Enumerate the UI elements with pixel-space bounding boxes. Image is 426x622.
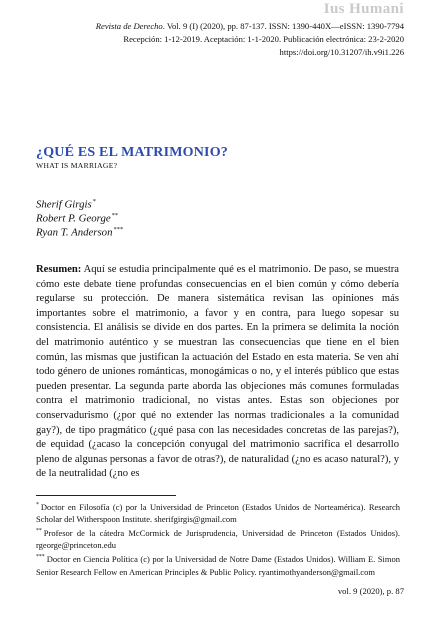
journal-name: Revista de Derecho: [95, 21, 163, 31]
article-subtitle: WHAT IS MARRIAGE?: [36, 161, 118, 170]
footnote-text: Profesor de la cátedra McCormick de Jurisprudencia, Universidad de Princeton (Estados Unidos). rgeorge@princeton.edu: [36, 528, 400, 551]
doi-link[interactable]: https://doi.org/10.31207/ih.v9i1.226: [279, 47, 404, 57]
author-name: Robert P. George: [36, 212, 111, 225]
author-footnote-mark: **: [111, 212, 119, 219]
journal-logo: Ius Humani: [323, 1, 404, 17]
footnote-text: Doctor en Ciencia Política (c) por la Universidad de Notre Dame (Estados Unidos). William E. Simon Senior Research Fellow en American Principles & Public Policy. ryantimothyanderson@gmail.com: [36, 554, 400, 577]
author-name: Ryan T. Anderson: [36, 226, 113, 239]
footnote-text: Doctor en Filosofía (c) por la Universidad de Princeton (Estados Unidos de Norteamérica). Research Scholar del Witherspoon Institute. sherifgirgis@gmail.com: [36, 501, 400, 525]
page-footer: vol. 9 (2020), p. 87: [337, 586, 404, 596]
footnote-mark: *: [36, 502, 39, 508]
abstract-text: Aquí se estudia principalmente qué es el matrimonio. De paso, se muestra cómo este debate tiene profundas consecuencias en el bien común y cómo debería regularse su protección. De manera sistemática revisan las opiniones más importantes sobre el matrimonio, a favor y en contra, para luego sopesar su consistencia. El análisis se divide en dos partes. En la primera se delimita la noción del matrimonio auténtico y se muestran las consecuencias que tiene en el bien común, las mismas que justifican la actuación del Estado en esta materia. Se ven ahí todo género de uniones románticas, monogámicas o no, y el interés público que estas pueden presentar. La segunda parte aborda las objeciones más comunes formuladas contra el matrimonio tradicional, no vistas antes. Estas son objeciones por conservadurismo (¿por qué no extender las normas tradicionales a la comunidad gay?), de tipo pragmático (¿qué pasa con las necesidades concretas de las parejas?), de equidad (¿acaso la concepción conyugal del matrimonio sacrifica el desarrollo pleno de algunas personas a favor de otras?), de naturalidad (¿no es acaso natural?), y de la neutralidad (¿no es: [36, 264, 399, 480]
journal-dates-line: Recepción: 1-12-2019. Aceptación: 1-1-2020. Publicación electrónica: 23-2-2020: [123, 34, 404, 44]
journal-citation-line: [96, 21, 404, 31]
footnote-3: [36, 551, 400, 577]
author-footnote-mark: *: [92, 198, 96, 205]
author-2: [36, 212, 118, 225]
abstract: [36, 263, 399, 482]
footnote-1: [36, 499, 400, 525]
author-3: [36, 226, 123, 239]
footnote-divider: [36, 495, 176, 496]
footnote-mark: **: [36, 528, 42, 535]
journal-citation-rest: . Vol. 9 (I) (2020), pp. 87-137. ISSN: 1390-440X—eISSN: 1390-7794: [162, 21, 404, 31]
article-title: ¿QUÉ ES EL MATRIMONIO?: [36, 145, 228, 160]
author-1: [36, 198, 96, 211]
author-footnote-mark: ***: [113, 226, 124, 233]
footnote-2: [36, 525, 400, 551]
abstract-label: Resumen:: [36, 264, 82, 275]
author-name: Sherif Girgis: [36, 198, 92, 211]
footnote-mark: ***: [36, 554, 45, 561]
footnotes: [36, 499, 400, 578]
